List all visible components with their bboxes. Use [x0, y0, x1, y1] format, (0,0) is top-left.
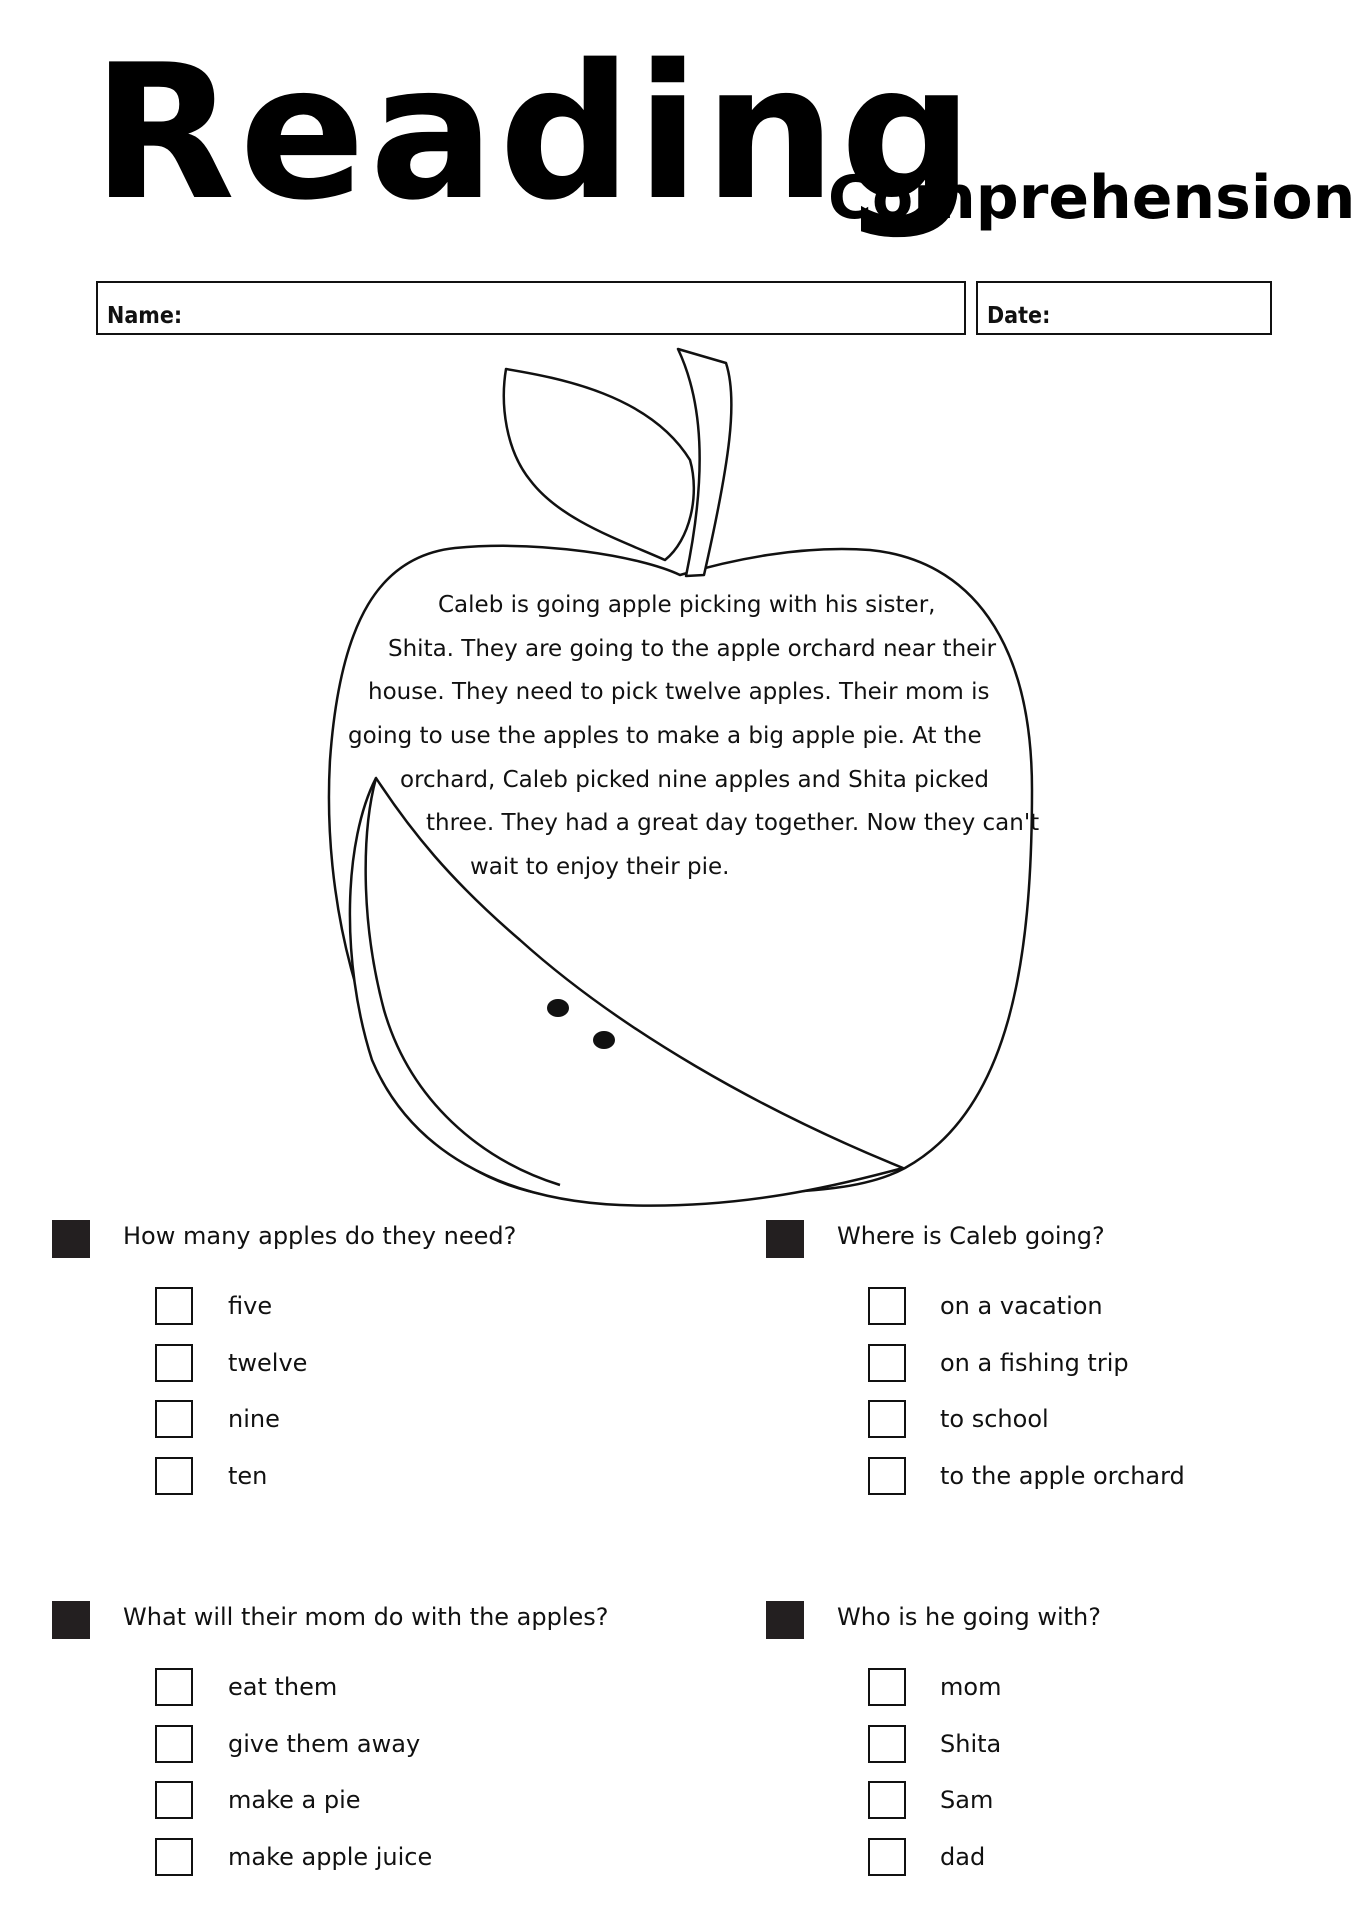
answer-checkbox[interactable] [868, 1668, 906, 1706]
answer-checkbox[interactable] [155, 1457, 193, 1495]
worksheet-subtitle: Comprehension [828, 163, 1356, 233]
question-text: How many apples do they need? [123, 1222, 517, 1250]
answer-checkbox[interactable] [868, 1838, 906, 1876]
answer-option: twelve [228, 1349, 308, 1377]
slice-eye-left [547, 999, 569, 1017]
apple-leaf-outline [504, 369, 694, 560]
slice-eye-right [593, 1031, 615, 1049]
answer-checkbox[interactable] [155, 1668, 193, 1706]
answer-option: give them away [228, 1730, 421, 1758]
question-text: Where is Caleb going? [837, 1222, 1105, 1250]
answer-checkbox[interactable] [155, 1838, 193, 1876]
question-bullet [52, 1220, 90, 1258]
name-label: Name: [107, 303, 183, 329]
answer-option: nine [228, 1405, 280, 1433]
story-line: going to use the apples to make a big apple pie. At the [348, 723, 982, 749]
question-bullet [52, 1601, 90, 1639]
answer-option: dad [940, 1843, 986, 1871]
answer-option: make a pie [228, 1786, 361, 1814]
answer-checkbox[interactable] [868, 1344, 906, 1382]
answer-checkbox[interactable] [868, 1457, 906, 1495]
answer-option: Sam [940, 1786, 994, 1814]
answer-option: make apple juice [228, 1843, 433, 1871]
date-label: Date: [987, 303, 1051, 329]
story-line: house. They need to pick twelve apples. Their mom is [368, 679, 990, 705]
answer-option: ten [228, 1462, 268, 1490]
answer-option: mom [940, 1673, 1002, 1701]
answer-checkbox[interactable] [155, 1400, 193, 1438]
answer-checkbox[interactable] [868, 1400, 906, 1438]
question-text: Who is he going with? [837, 1603, 1101, 1631]
story-line: Shita. They are going to the apple orchard near their [388, 636, 997, 662]
answer-checkbox[interactable] [155, 1781, 193, 1819]
story-line: orchard, Caleb picked nine apples and Shita picked [400, 767, 990, 793]
question-bullet [766, 1220, 804, 1258]
answer-checkbox[interactable] [155, 1344, 193, 1382]
story-line: three. They had a great day together. Now they can't [426, 810, 1040, 836]
answer-checkbox[interactable] [155, 1287, 193, 1325]
story-line: Caleb is going apple picking with his sister, [438, 592, 936, 618]
question-bullet [766, 1601, 804, 1639]
answer-option: Shita [940, 1730, 1002, 1758]
answer-option: to school [940, 1405, 1049, 1433]
answer-option: five [228, 1292, 273, 1320]
answer-checkbox[interactable] [868, 1287, 906, 1325]
answer-checkbox[interactable] [155, 1725, 193, 1763]
question-text: What will their mom do with the apples? [123, 1603, 609, 1631]
answer-option: on a fishing trip [940, 1349, 1129, 1377]
answer-checkbox[interactable] [868, 1725, 906, 1763]
worksheet-title: Reading [92, 24, 978, 241]
answer-checkbox[interactable] [868, 1781, 906, 1819]
answer-option: on a vacation [940, 1292, 1103, 1320]
answer-option: eat them [228, 1673, 338, 1701]
story-line: wait to enjoy their pie. [470, 854, 730, 880]
answer-option: to the apple orchard [940, 1462, 1185, 1490]
